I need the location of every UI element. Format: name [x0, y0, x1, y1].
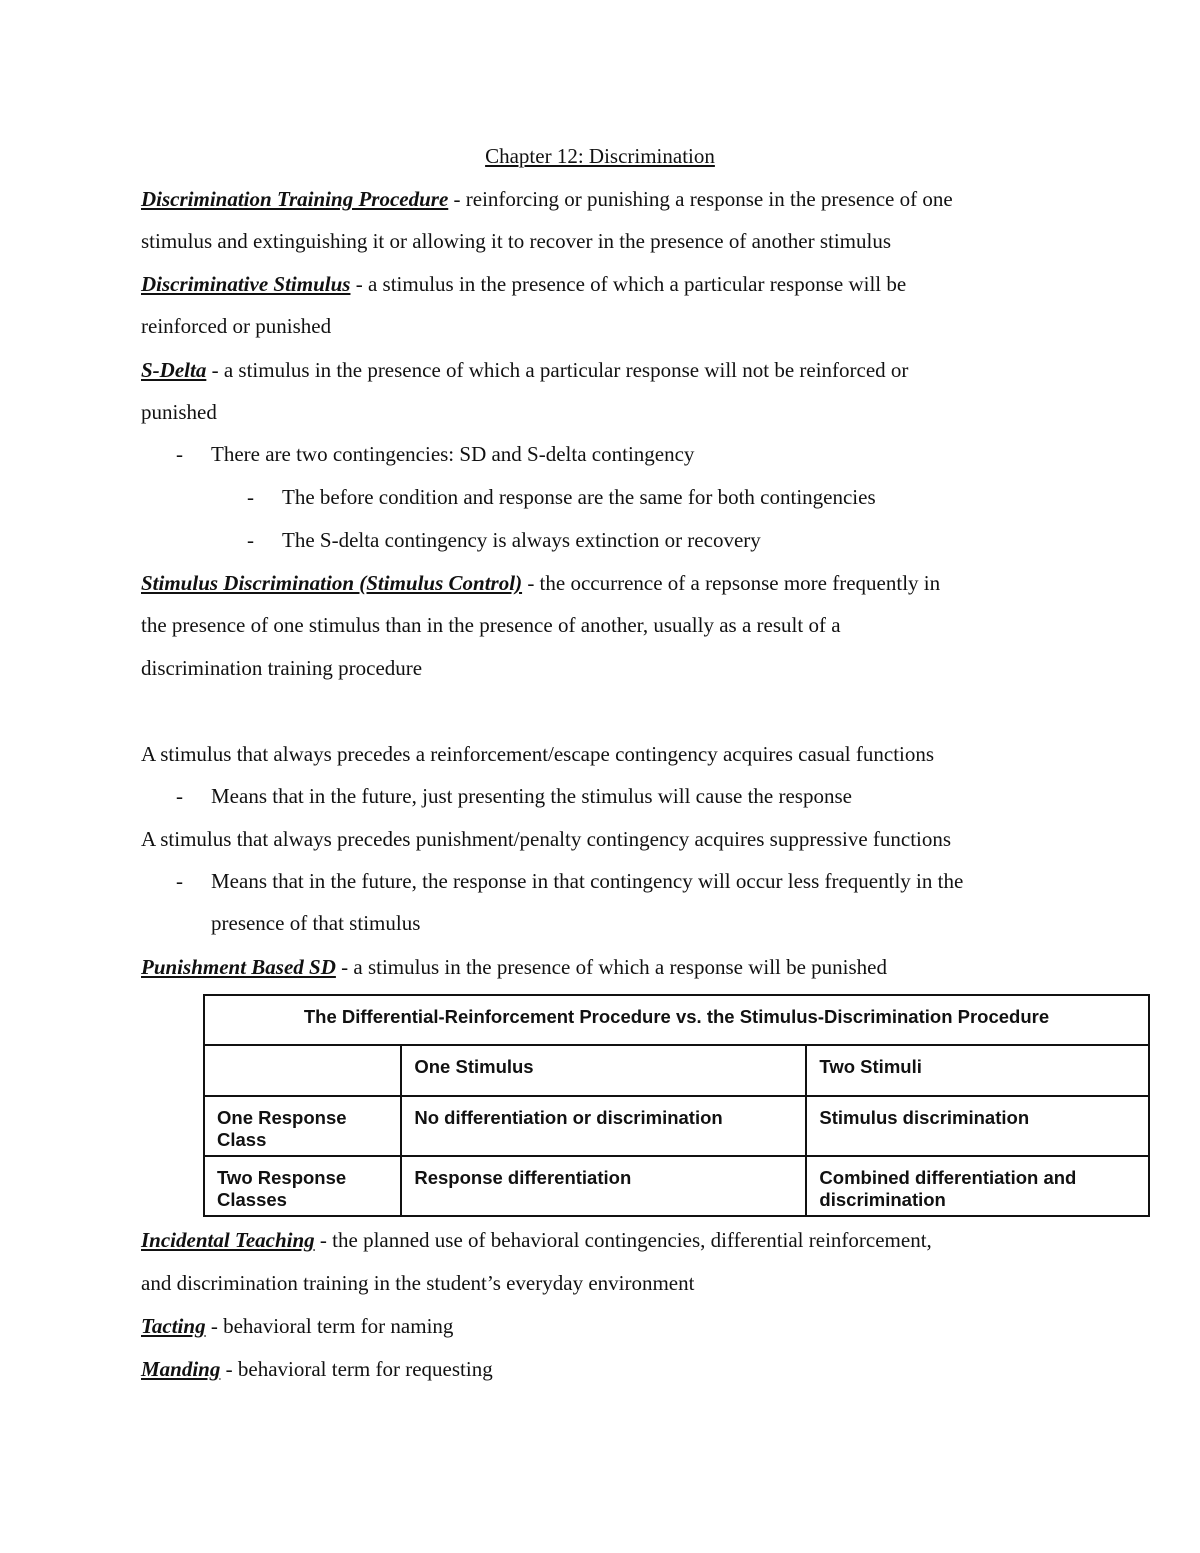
bullet-contingencies: There are two contingencies: SD and S-delta contingency [211, 442, 695, 466]
bullet-dash: - [176, 784, 183, 808]
definition-sd-control-line2: the presence of one stimulus than in the presence of another, usually as a result of a [141, 613, 841, 637]
bullet-dash: - [247, 485, 254, 509]
table-cell: No differentiation or discrimination [401, 1096, 806, 1156]
table-header-row [204, 1045, 1149, 1096]
term-incidental-teaching: Incidental Teaching [141, 1228, 315, 1252]
table-cell: Response differentiation [401, 1156, 806, 1216]
term-manding: Manding [141, 1357, 221, 1381]
bullet-sdelta-always: The S-delta contingency is always extinction or recovery [282, 528, 761, 552]
table-header-cell [204, 1045, 401, 1096]
bullet-before-condition: The before condition and response are the same for both contingencies [282, 485, 876, 509]
bullet-dash: - [176, 442, 183, 466]
table-header-cell: Two Stimuli [806, 1045, 1149, 1096]
table-row [204, 1096, 1149, 1156]
table-cell: Combined differentiation and discrimination [806, 1156, 1149, 1216]
statement-reinforcement: A stimulus that always precedes a reinforcement/escape contingency acquires casual functions [141, 742, 935, 766]
definition-dtp-line1 [141, 186, 953, 212]
definition-text: - behavioral term for requesting [220, 1357, 493, 1381]
term-ds: Discriminative Stimulus [141, 272, 351, 296]
table-row [204, 1156, 1149, 1216]
page-title: Chapter 12: Discrimination [485, 144, 715, 168]
definition-incidental-line2: and discrimination training in the student’s everyday environment [141, 1271, 695, 1295]
table-caption: The Differential-Reinforcement Procedure vs. the Stimulus-Discrimination Procedure [204, 995, 1149, 1045]
bullet-future-cause: Means that in the future, just presenting the stimulus will cause the response [211, 784, 852, 808]
term-dtp: Discrimination Training Procedure [141, 187, 449, 211]
definition-sdelta-line1 [141, 357, 908, 383]
definition-text: - the planned use of behavioral contingencies, differential reinforcement, [314, 1228, 932, 1252]
comparison-table [203, 994, 1150, 1217]
term-tacting: Tacting [141, 1314, 206, 1338]
definition-ds-line1 [141, 271, 906, 297]
definition-text: - the occurrence of a repsonse more frequently in [522, 571, 941, 595]
statement-punishment: A stimulus that always precedes punishment/penalty contingency acquires suppressive functions [141, 827, 952, 851]
definition-dtp-line2: stimulus and extinguishing it or allowing it to recover in the presence of another stimulus [141, 229, 892, 253]
table-cell: Stimulus discrimination [806, 1096, 1149, 1156]
bullet-dash: - [176, 869, 183, 893]
bullet-dash: - [247, 528, 254, 552]
definition-tacting [141, 1313, 453, 1339]
definition-incidental-line1 [141, 1227, 932, 1253]
bullet-future-less-line1: Means that in the future, the response in that contingency will occur less frequently in the [211, 869, 964, 893]
definition-text: - a stimulus in the presence of which a particular response will not be reinforced or [206, 358, 909, 382]
definition-text: - reinforcing or punishing a response in the presence of one [448, 187, 953, 211]
definition-manding [141, 1356, 493, 1382]
bullet-future-less-line2: presence of that stimulus [211, 911, 421, 935]
definition-sd-control-line1 [141, 570, 940, 596]
definition-ds-line2: reinforced or punished [141, 314, 332, 338]
definition-text: - behavioral term for naming [205, 1314, 454, 1338]
definition-text: - a stimulus in the presence of which a response will be punished [335, 955, 888, 979]
definition-sd-control-line3: discrimination training procedure [141, 656, 423, 680]
definition-sdelta-line2: punished [141, 400, 217, 424]
table-cell: One Response Class [204, 1096, 401, 1156]
term-stimulus-discrimination: Stimulus Discrimination (Stimulus Control) [141, 571, 523, 595]
definition-punishment-sd [141, 954, 887, 980]
term-sdelta: S-Delta [141, 358, 207, 382]
definition-text: - a stimulus in the presence of which a particular response will be [350, 272, 907, 296]
term-punishment-based-sd: Punishment Based SD [141, 955, 336, 979]
table-cell: Two Response Classes [204, 1156, 401, 1216]
table-header-cell: One Stimulus [401, 1045, 806, 1096]
